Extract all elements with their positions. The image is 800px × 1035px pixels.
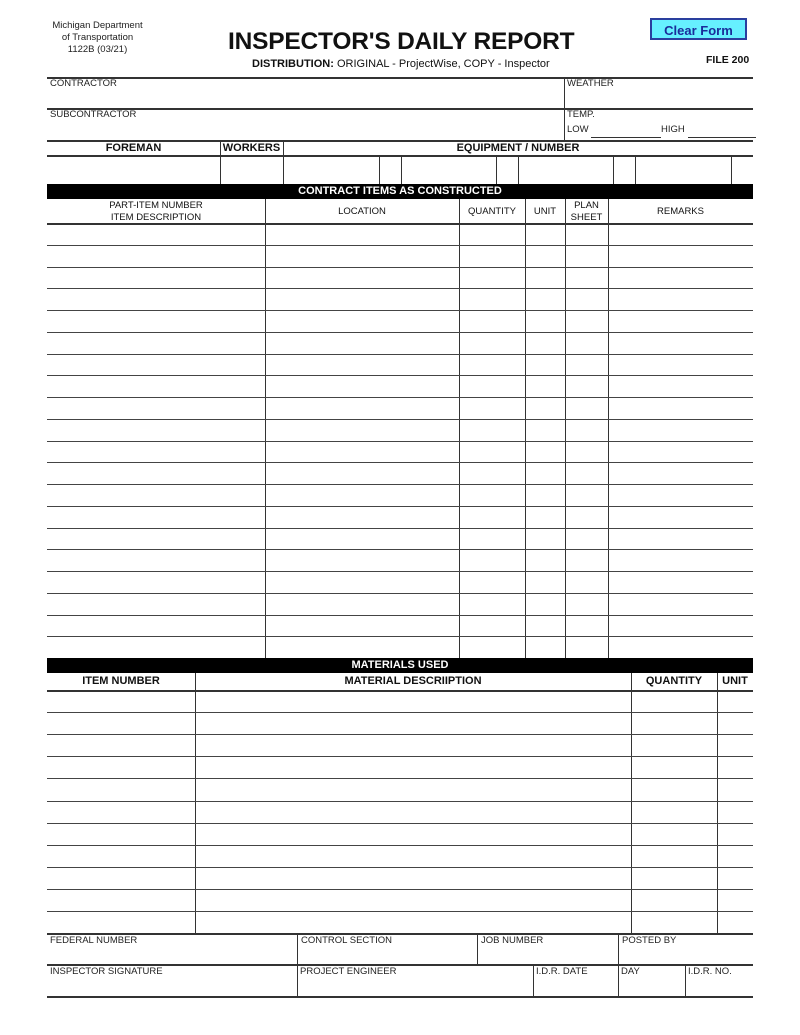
- material-unit-input[interactable]: [719, 692, 755, 712]
- unit-input[interactable]: [527, 573, 567, 593]
- item-number-input[interactable]: [49, 736, 197, 756]
- location-input[interactable]: [267, 225, 461, 245]
- unit-input[interactable]: [527, 225, 567, 245]
- unit-input[interactable]: [527, 638, 567, 658]
- material-quantity-input[interactable]: [633, 825, 719, 845]
- quantity-input[interactable]: [461, 312, 527, 332]
- location-input[interactable]: [267, 290, 461, 310]
- part-item-input[interactable]: [49, 290, 267, 310]
- quantity-input[interactable]: [461, 443, 527, 463]
- quantity-input[interactable]: [461, 464, 527, 484]
- part-item-input[interactable]: [49, 269, 267, 289]
- day-input[interactable]: [620, 978, 686, 996]
- quantity-input[interactable]: [461, 377, 527, 397]
- material-description-input[interactable]: [197, 913, 633, 933]
- plan-sheet-input[interactable]: [567, 573, 610, 593]
- divider: [47, 734, 753, 735]
- divider: [47, 778, 753, 779]
- divider: [47, 77, 753, 79]
- unit-input[interactable]: [527, 508, 567, 528]
- remarks-input[interactable]: [610, 486, 755, 506]
- item-number-header: ITEM NUMBER: [82, 675, 160, 687]
- part-item-input[interactable]: [49, 508, 267, 528]
- idr-date-input[interactable]: [535, 978, 619, 996]
- quantity-input[interactable]: [461, 638, 527, 658]
- plan-sheet-input[interactable]: [567, 377, 610, 397]
- material-unit-input[interactable]: [719, 736, 755, 756]
- part-item-input[interactable]: [49, 377, 267, 397]
- item-number-input[interactable]: [49, 692, 197, 712]
- materials-section-bar: MATERIALS USED: [47, 658, 753, 673]
- workers-input[interactable]: [222, 157, 285, 185]
- weather-input[interactable]: [566, 90, 756, 109]
- plan-sheet-input[interactable]: [567, 247, 610, 267]
- material-unit-input[interactable]: [719, 913, 755, 933]
- location-input[interactable]: [267, 486, 461, 506]
- remarks-input[interactable]: [610, 617, 755, 637]
- plan-sheet-input[interactable]: [567, 486, 610, 506]
- plan-sheet-input[interactable]: [567, 290, 610, 310]
- temp-low-input[interactable]: [591, 123, 661, 138]
- idr-no-input[interactable]: [687, 978, 755, 996]
- item-description-label: ITEM DESCRIPTION: [110, 212, 202, 223]
- part-item-input[interactable]: [49, 225, 267, 245]
- remarks-input[interactable]: [610, 573, 755, 593]
- remarks-input[interactable]: [610, 595, 755, 615]
- unit-input[interactable]: [527, 617, 567, 637]
- plan-sheet-input[interactable]: [567, 551, 610, 571]
- part-item-input[interactable]: [49, 530, 267, 550]
- temp-high-input[interactable]: [688, 123, 756, 138]
- divider: [47, 911, 753, 912]
- form-id: 1122B (03/21): [67, 44, 128, 55]
- material-description-input[interactable]: [197, 714, 633, 734]
- part-item-input[interactable]: [49, 334, 267, 354]
- plan-sheet-input[interactable]: [567, 530, 610, 550]
- part-item-input[interactable]: [49, 617, 267, 637]
- divider: [47, 267, 753, 268]
- location-input[interactable]: [267, 269, 461, 289]
- unit-input[interactable]: [527, 443, 567, 463]
- remarks-input[interactable]: [610, 377, 755, 397]
- plan-sheet-input[interactable]: [567, 225, 610, 245]
- plan-sheet-input[interactable]: [567, 269, 610, 289]
- location-input[interactable]: [267, 421, 461, 441]
- clear-form-button[interactable]: Clear Form: [650, 18, 747, 40]
- inspector-signature-label: INSPECTOR SIGNATURE: [50, 966, 163, 977]
- remarks-input[interactable]: [610, 247, 755, 267]
- quantity-input[interactable]: [461, 551, 527, 571]
- plan-label: PLAN: [574, 200, 599, 211]
- quantity-input[interactable]: [461, 356, 527, 376]
- quantity-input[interactable]: [461, 334, 527, 354]
- item-number-input[interactable]: [49, 869, 197, 889]
- divider: [47, 593, 753, 594]
- divider: [47, 571, 753, 572]
- file-number: FILE 200: [706, 54, 750, 66]
- remarks-input[interactable]: [610, 225, 755, 245]
- part-item-input[interactable]: [49, 464, 267, 484]
- material-quantity-input[interactable]: [633, 913, 719, 933]
- part-item-input[interactable]: [49, 486, 267, 506]
- location-input[interactable]: [267, 464, 461, 484]
- material-description-input[interactable]: [197, 736, 633, 756]
- material-quantity-input[interactable]: [633, 736, 719, 756]
- item-number-input[interactable]: [49, 891, 197, 911]
- quantity-input[interactable]: [461, 595, 527, 615]
- distribution-line: [252, 58, 550, 70]
- unit-input[interactable]: [527, 530, 567, 550]
- location-input[interactable]: [267, 247, 461, 267]
- item-number-input[interactable]: [49, 847, 197, 867]
- remarks-input[interactable]: [610, 464, 755, 484]
- remarks-input[interactable]: [610, 421, 755, 441]
- material-quantity-input[interactable]: [633, 891, 719, 911]
- material-description-input[interactable]: [197, 869, 633, 889]
- divider: [47, 996, 753, 998]
- unit-input[interactable]: [527, 334, 567, 354]
- divider: [47, 419, 753, 420]
- unit-input[interactable]: [527, 312, 567, 332]
- job-number-label: JOB NUMBER: [481, 935, 544, 946]
- part-item-input[interactable]: [49, 443, 267, 463]
- remarks-input[interactable]: [610, 551, 755, 571]
- material-unit-header: UNIT: [722, 675, 748, 687]
- item-number-input[interactable]: [49, 913, 197, 933]
- plan-sheet-header: [565, 200, 608, 224]
- location-input[interactable]: [267, 334, 461, 354]
- divider: [47, 801, 753, 802]
- quantity-input[interactable]: [461, 399, 527, 419]
- agency-block: [40, 20, 155, 56]
- unit-input[interactable]: [527, 247, 567, 267]
- plan-sheet-input[interactable]: [567, 443, 610, 463]
- quantity-input[interactable]: [461, 617, 527, 637]
- equipment-number-input-4[interactable]: [733, 157, 755, 185]
- divider: [47, 375, 753, 376]
- location-input[interactable]: [267, 443, 461, 463]
- item-number-input[interactable]: [49, 780, 197, 800]
- part-item-header: [47, 200, 265, 224]
- divider: [47, 332, 753, 333]
- material-quantity-input[interactable]: [633, 714, 719, 734]
- location-input[interactable]: [267, 595, 461, 615]
- part-item-input[interactable]: [49, 638, 267, 658]
- material-quantity-input[interactable]: [633, 847, 719, 867]
- divider: [47, 528, 753, 529]
- location-input[interactable]: [267, 573, 461, 593]
- divider: [47, 845, 753, 846]
- material-description-input[interactable]: [197, 758, 633, 778]
- quantity-input[interactable]: [461, 573, 527, 593]
- location-input[interactable]: [267, 356, 461, 376]
- part-item-number-label: PART-ITEM NUMBER: [109, 200, 203, 211]
- plan-sheet-input[interactable]: [567, 356, 610, 376]
- equipment-header: EQUIPMENT / NUMBER: [456, 142, 580, 154]
- unit-input[interactable]: [527, 269, 567, 289]
- item-number-input[interactable]: [49, 803, 197, 823]
- unit-input[interactable]: [527, 486, 567, 506]
- contractor-input[interactable]: [48, 90, 564, 109]
- part-item-input[interactable]: [49, 356, 267, 376]
- divider: [47, 889, 753, 890]
- remarks-input[interactable]: [610, 638, 755, 658]
- unit-input[interactable]: [527, 551, 567, 571]
- subcontractor-label: SUBCONTRACTOR: [50, 109, 137, 120]
- quantity-input[interactable]: [461, 269, 527, 289]
- location-input[interactable]: [267, 617, 461, 637]
- unit-input[interactable]: [527, 421, 567, 441]
- remarks-input[interactable]: [610, 399, 755, 419]
- location-input[interactable]: [267, 638, 461, 658]
- divider: [47, 354, 753, 355]
- unit-input[interactable]: [527, 290, 567, 310]
- part-item-input[interactable]: [49, 595, 267, 615]
- divider: [47, 441, 753, 442]
- equipment-input-4[interactable]: [637, 157, 733, 185]
- material-description-input[interactable]: [197, 825, 633, 845]
- material-quantity-input[interactable]: [633, 758, 719, 778]
- divider: [47, 397, 753, 398]
- plan-sheet-input[interactable]: [567, 508, 610, 528]
- divider: [47, 712, 753, 713]
- material-quantity-header: QUANTITY: [645, 675, 703, 687]
- divider: [47, 310, 753, 311]
- equipment-input-1[interactable]: [285, 157, 381, 185]
- part-item-input[interactable]: [49, 551, 267, 571]
- divider: [47, 615, 753, 616]
- location-input[interactable]: [267, 508, 461, 528]
- location-input[interactable]: [267, 530, 461, 550]
- material-description-input[interactable]: [197, 692, 633, 712]
- divider: [47, 506, 753, 507]
- weather-label: WEATHER: [567, 78, 614, 89]
- distribution-text: ORIGINAL - ProjectWise, COPY - Inspector: [336, 58, 550, 70]
- federal-number-label: FEDERAL NUMBER: [50, 935, 138, 946]
- day-label: DAY: [621, 966, 640, 977]
- unit-input[interactable]: [527, 464, 567, 484]
- divider: [47, 108, 753, 110]
- idr-date-label: I.D.R. DATE: [536, 966, 588, 977]
- remarks-input[interactable]: [610, 290, 755, 310]
- distribution-label: DISTRIBUTION:: [252, 58, 334, 70]
- divider: [47, 245, 753, 246]
- foreman-input[interactable]: [48, 157, 222, 185]
- material-description-input[interactable]: [197, 891, 633, 911]
- workers-header: WORKERS: [222, 142, 281, 154]
- location-input[interactable]: [267, 377, 461, 397]
- quantity-input[interactable]: [461, 508, 527, 528]
- idr-no-label: I.D.R. NO.: [688, 966, 732, 977]
- material-description-input[interactable]: [197, 847, 633, 867]
- plan-sheet-input[interactable]: [567, 312, 610, 332]
- project-engineer-input[interactable]: [299, 978, 534, 996]
- unit-input[interactable]: [527, 595, 567, 615]
- material-description-header: MATERIAL DESCRIIPTION: [344, 675, 482, 687]
- temp-high-label: HIGH: [661, 124, 685, 135]
- material-quantity-input[interactable]: [633, 803, 719, 823]
- location-header: LOCATION: [338, 206, 386, 217]
- remarks-input[interactable]: [610, 312, 755, 332]
- part-item-input[interactable]: [49, 573, 267, 593]
- control-section-input[interactable]: [299, 947, 478, 964]
- material-quantity-input[interactable]: [633, 869, 719, 889]
- material-description-input[interactable]: [197, 803, 633, 823]
- part-item-input[interactable]: [49, 312, 267, 332]
- contract-items-section-bar: CONTRACT ITEMS AS CONSTRUCTED: [47, 184, 753, 199]
- material-unit-input[interactable]: [719, 803, 755, 823]
- remarks-input[interactable]: [610, 508, 755, 528]
- equipment-input-3[interactable]: [520, 157, 615, 185]
- remarks-input[interactable]: [610, 356, 755, 376]
- part-item-input[interactable]: [49, 421, 267, 441]
- location-input[interactable]: [267, 312, 461, 332]
- equipment-input-2[interactable]: [403, 157, 498, 185]
- material-unit-input[interactable]: [719, 825, 755, 845]
- plan-sheet-input[interactable]: [567, 334, 610, 354]
- remarks-input[interactable]: [610, 530, 755, 550]
- divider: [47, 549, 753, 550]
- posted-by-label: POSTED BY: [622, 935, 677, 946]
- inspector-signature-input[interactable]: [48, 978, 298, 996]
- divider: [47, 288, 753, 289]
- material-unit-input[interactable]: [719, 758, 755, 778]
- item-number-input[interactable]: [49, 714, 197, 734]
- remarks-input[interactable]: [610, 443, 755, 463]
- remarks-input[interactable]: [610, 269, 755, 289]
- material-unit-input[interactable]: [719, 847, 755, 867]
- equipment-number-input-1[interactable]: [381, 157, 403, 185]
- foreman-header: FOREMAN: [105, 142, 162, 154]
- quantity-input[interactable]: [461, 247, 527, 267]
- location-input[interactable]: [267, 551, 461, 571]
- plan-sheet-input[interactable]: [567, 617, 610, 637]
- material-quantity-input[interactable]: [633, 780, 719, 800]
- material-unit-input[interactable]: [719, 714, 755, 734]
- quantity-input[interactable]: [461, 290, 527, 310]
- part-item-input[interactable]: [49, 247, 267, 267]
- plan-sheet-input[interactable]: [567, 421, 610, 441]
- quantity-input[interactable]: [461, 225, 527, 245]
- material-description-input[interactable]: [197, 780, 633, 800]
- page-title: INSPECTOR'S DAILY REPORT: [228, 28, 575, 55]
- sheet-label: SHEET: [570, 212, 603, 223]
- contractor-label: CONTRACTOR: [50, 78, 117, 89]
- unit-input[interactable]: [527, 377, 567, 397]
- equipment-number-input-3[interactable]: [615, 157, 637, 185]
- control-section-label: CONTROL SECTION: [301, 935, 392, 946]
- subcontractor-input[interactable]: [48, 121, 564, 140]
- plan-sheet-input[interactable]: [567, 638, 610, 658]
- part-item-input[interactable]: [49, 399, 267, 419]
- equipment-number-input-2[interactable]: [498, 157, 520, 185]
- plan-sheet-input[interactable]: [567, 464, 610, 484]
- divider: [47, 867, 753, 868]
- federal-number-input[interactable]: [48, 947, 298, 964]
- posted-by-input[interactable]: [620, 947, 755, 964]
- agency-name-line2: of Transportation: [61, 32, 134, 43]
- divider: [47, 462, 753, 463]
- plan-sheet-input[interactable]: [567, 595, 610, 615]
- divider: [47, 484, 753, 485]
- temp-low-label: LOW: [567, 124, 589, 135]
- job-number-input[interactable]: [479, 947, 619, 964]
- quantity-input[interactable]: [461, 421, 527, 441]
- project-engineer-label: PROJECT ENGINEER: [300, 966, 397, 977]
- agency-name-line1: Michigan Department: [52, 20, 143, 31]
- divider: [47, 823, 753, 824]
- plan-sheet-input[interactable]: [567, 399, 610, 419]
- item-number-input[interactable]: [49, 758, 197, 778]
- quantity-input[interactable]: [461, 486, 527, 506]
- location-input[interactable]: [267, 399, 461, 419]
- temp-label: TEMP.: [567, 109, 595, 120]
- material-unit-input[interactable]: [719, 780, 755, 800]
- remarks-header: REMARKS: [657, 206, 704, 217]
- material-unit-input[interactable]: [719, 869, 755, 889]
- material-unit-input[interactable]: [719, 891, 755, 911]
- material-quantity-input[interactable]: [633, 692, 719, 712]
- divider: [47, 756, 753, 757]
- quantity-header: QUANTITY: [467, 206, 517, 217]
- item-number-input[interactable]: [49, 825, 197, 845]
- quantity-input[interactable]: [461, 530, 527, 550]
- unit-input[interactable]: [527, 356, 567, 376]
- remarks-input[interactable]: [610, 334, 755, 354]
- unit-input[interactable]: [527, 399, 567, 419]
- unit-header: UNIT: [533, 206, 557, 217]
- divider: [47, 636, 753, 637]
